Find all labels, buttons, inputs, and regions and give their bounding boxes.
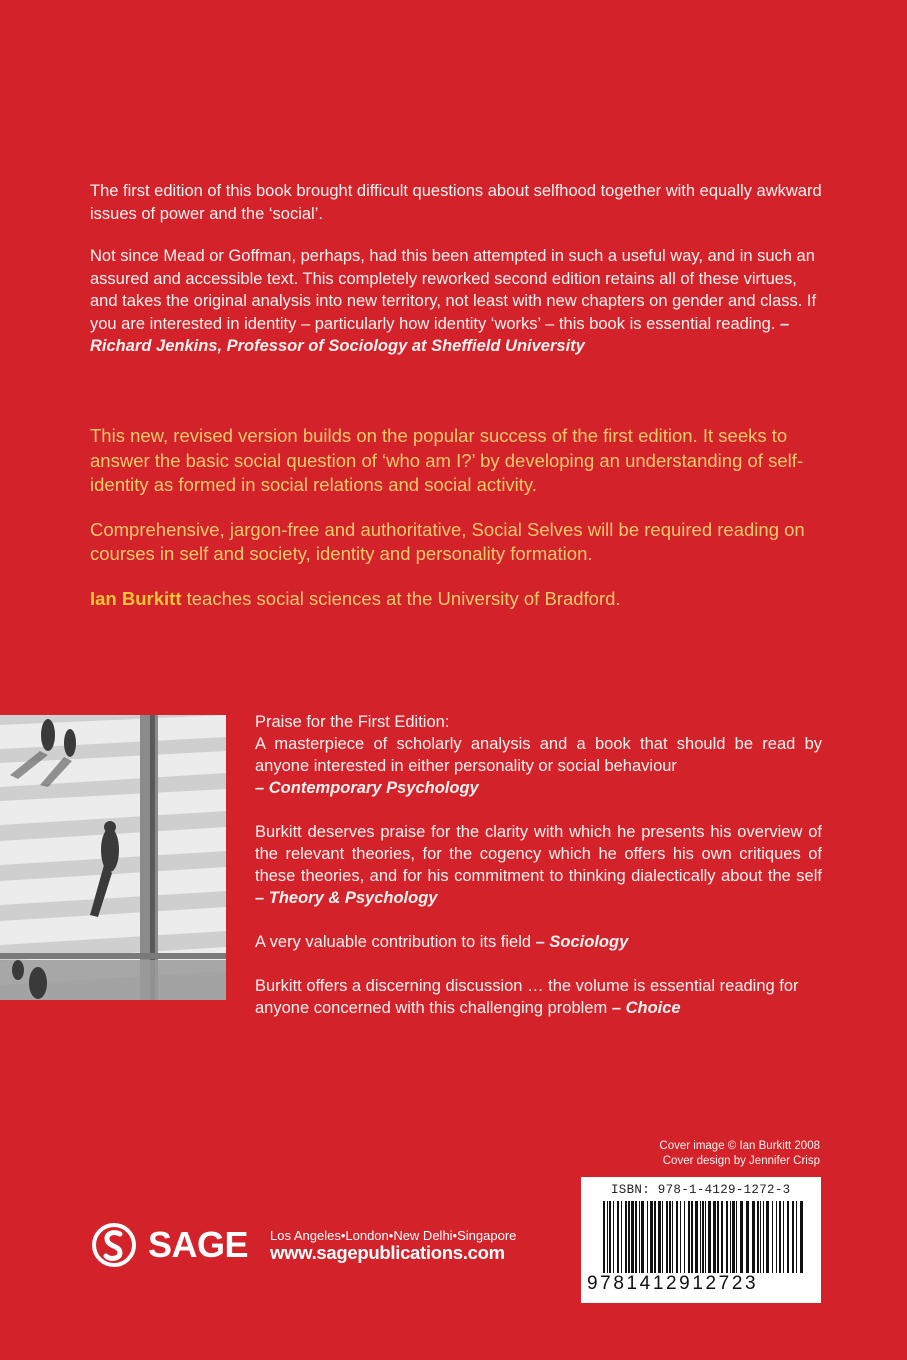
barcode-bar bbox=[684, 1201, 685, 1273]
barcode-bar bbox=[757, 1201, 759, 1273]
review-text: Not since Mead or Goffman, perhaps, had this been attempted in such a useful way, and in such an assured and accessible text. This completely reworked second edition retains all of these virtues, and takes the original analysis into new territory, not least with new chapters on gender and class. If you are interested in identity – particularly how identity ‘works’ – this book is essential reading. bbox=[90, 247, 817, 333]
barcode-bar bbox=[776, 1201, 777, 1273]
praise-heading: Praise for the First Edition: bbox=[255, 713, 450, 731]
barcode-bar bbox=[772, 1201, 773, 1273]
barcode-bar bbox=[763, 1201, 764, 1273]
barcode-bar bbox=[736, 1201, 737, 1273]
author-bio-text: teaches social sciences at the University of Bradford. bbox=[181, 587, 621, 609]
barcode-bar bbox=[800, 1201, 803, 1273]
barcode-bar bbox=[730, 1201, 731, 1273]
barcode-bar bbox=[672, 1201, 673, 1273]
barcode-bar bbox=[603, 1201, 605, 1273]
praise-quote bbox=[255, 931, 822, 953]
sage-logo-text: SAGE bbox=[148, 1224, 249, 1265]
barcode-bar bbox=[705, 1201, 706, 1273]
barcode-bar bbox=[658, 1201, 661, 1273]
barcode-bar bbox=[691, 1201, 693, 1273]
description-paragraph: This new, revised version builds on the popular success of the first edition. It seeks to answer the basic social question of ‘who am I?’ by developing an understanding of self-identity as formed in social relations and social activity. bbox=[90, 425, 804, 495]
barcode-bar bbox=[654, 1201, 656, 1273]
barcode-bar bbox=[647, 1201, 648, 1273]
barcode-bar bbox=[700, 1201, 701, 1273]
description-paragraph: Comprehensive, jargon-free and authoritative, Social Selves will be required reading on courses in self and society, identity and personality formation. bbox=[90, 518, 805, 564]
cover-credits bbox=[560, 1139, 820, 1169]
barcode-bar bbox=[796, 1201, 797, 1273]
barcode-bar bbox=[695, 1201, 698, 1273]
praise-quote bbox=[255, 733, 822, 799]
barcode-bar bbox=[625, 1201, 627, 1273]
barcode-bar bbox=[760, 1201, 761, 1273]
quote-text: Burkitt offers a discerning discussion … the volume is essential reading for anyone concerned with this challenging problem bbox=[255, 977, 799, 1017]
barcode-bar bbox=[666, 1201, 668, 1273]
barcode-bar bbox=[721, 1201, 723, 1273]
review-paragraph bbox=[90, 245, 822, 358]
crosswalk-photo-image bbox=[0, 715, 226, 1000]
barcode-bar bbox=[702, 1201, 704, 1273]
barcode-bar bbox=[650, 1201, 653, 1273]
barcode-bar bbox=[607, 1201, 608, 1273]
barcode-bar bbox=[708, 1201, 711, 1273]
barcode-bar bbox=[669, 1201, 671, 1273]
barcode-bar bbox=[662, 1201, 663, 1273]
barcode-bar bbox=[680, 1201, 681, 1273]
author-name: Ian Burkitt bbox=[90, 587, 182, 609]
barcode-bar bbox=[713, 1201, 716, 1273]
barcode-bar bbox=[746, 1201, 749, 1273]
sage-logo-icon bbox=[90, 1222, 146, 1268]
review-block bbox=[90, 180, 822, 378]
praise-section bbox=[255, 711, 822, 1041]
barcode-bar bbox=[639, 1201, 640, 1273]
review-attribution: – Richard Jenkins, Professor of Sociology at Sheffield University bbox=[90, 314, 790, 355]
quote-text: Burkitt deserves praise for the clarity with which he presents his overview of the relevant theories, for the cogency which he offers his own critiques of these theories, and for his commitment to thinking dialectically about the self bbox=[255, 823, 822, 885]
quote-source: – Choice bbox=[607, 999, 681, 1017]
barcode-bar bbox=[621, 1201, 622, 1273]
image-credit: Cover image © Ian Burkitt 2008 bbox=[659, 1140, 820, 1152]
sage-logo bbox=[90, 1222, 250, 1268]
praise-quote bbox=[255, 821, 822, 909]
quote-source: – Contemporary Psychology bbox=[255, 779, 479, 797]
quote-source: – Sociology bbox=[531, 933, 629, 951]
barcode-bar bbox=[635, 1201, 637, 1273]
barcode-bar bbox=[631, 1201, 634, 1273]
barcode-bar bbox=[688, 1201, 690, 1273]
book-description bbox=[90, 424, 825, 631]
barcode-bar bbox=[641, 1201, 644, 1273]
design-credit: Cover design by Jennifer Crisp bbox=[662, 1155, 820, 1167]
barcode-bar bbox=[783, 1201, 784, 1273]
barcode-bar bbox=[792, 1201, 794, 1273]
barcode-digits: 9781412912723 bbox=[587, 1273, 759, 1294]
quote-text: A masterpiece of scholarly analysis and a book that should be read by anyone interested in either personality or social behaviour bbox=[255, 735, 822, 775]
publisher-cities: Los Angeles•London•New Delhi•Singapore bbox=[270, 1228, 517, 1243]
barcode-bar bbox=[787, 1201, 789, 1273]
barcode-bar bbox=[613, 1201, 614, 1273]
barcode-bar bbox=[732, 1201, 735, 1273]
praise-quote bbox=[255, 975, 822, 1019]
isbn-label: ISBN: 978-1-4129-1272-3 bbox=[611, 1183, 791, 1197]
quote-source: – Theory & Psychology bbox=[255, 889, 438, 907]
publisher-website[interactable]: www.sagepublications.com bbox=[270, 1242, 505, 1263]
isbn-barcode bbox=[581, 1177, 821, 1303]
barcode-bar bbox=[609, 1201, 611, 1273]
barcode-bar bbox=[766, 1201, 769, 1273]
author-bio bbox=[90, 587, 825, 612]
barcode-bar bbox=[752, 1201, 755, 1273]
barcode-bar bbox=[617, 1201, 619, 1273]
barcode-bar bbox=[717, 1201, 719, 1273]
barcode-bar bbox=[726, 1201, 728, 1273]
barcode-bar bbox=[676, 1201, 678, 1273]
review-paragraph: The first edition of this book brought difficult questions about selfhood together with equally awkward issues of power and the ‘social’. bbox=[90, 182, 822, 223]
barcode-bar bbox=[779, 1201, 781, 1273]
barcode-bar bbox=[628, 1201, 630, 1273]
quote-text: A very valuable contribution to its field bbox=[255, 933, 532, 951]
barcode-bar bbox=[740, 1201, 743, 1273]
cover-photo bbox=[0, 715, 226, 1000]
